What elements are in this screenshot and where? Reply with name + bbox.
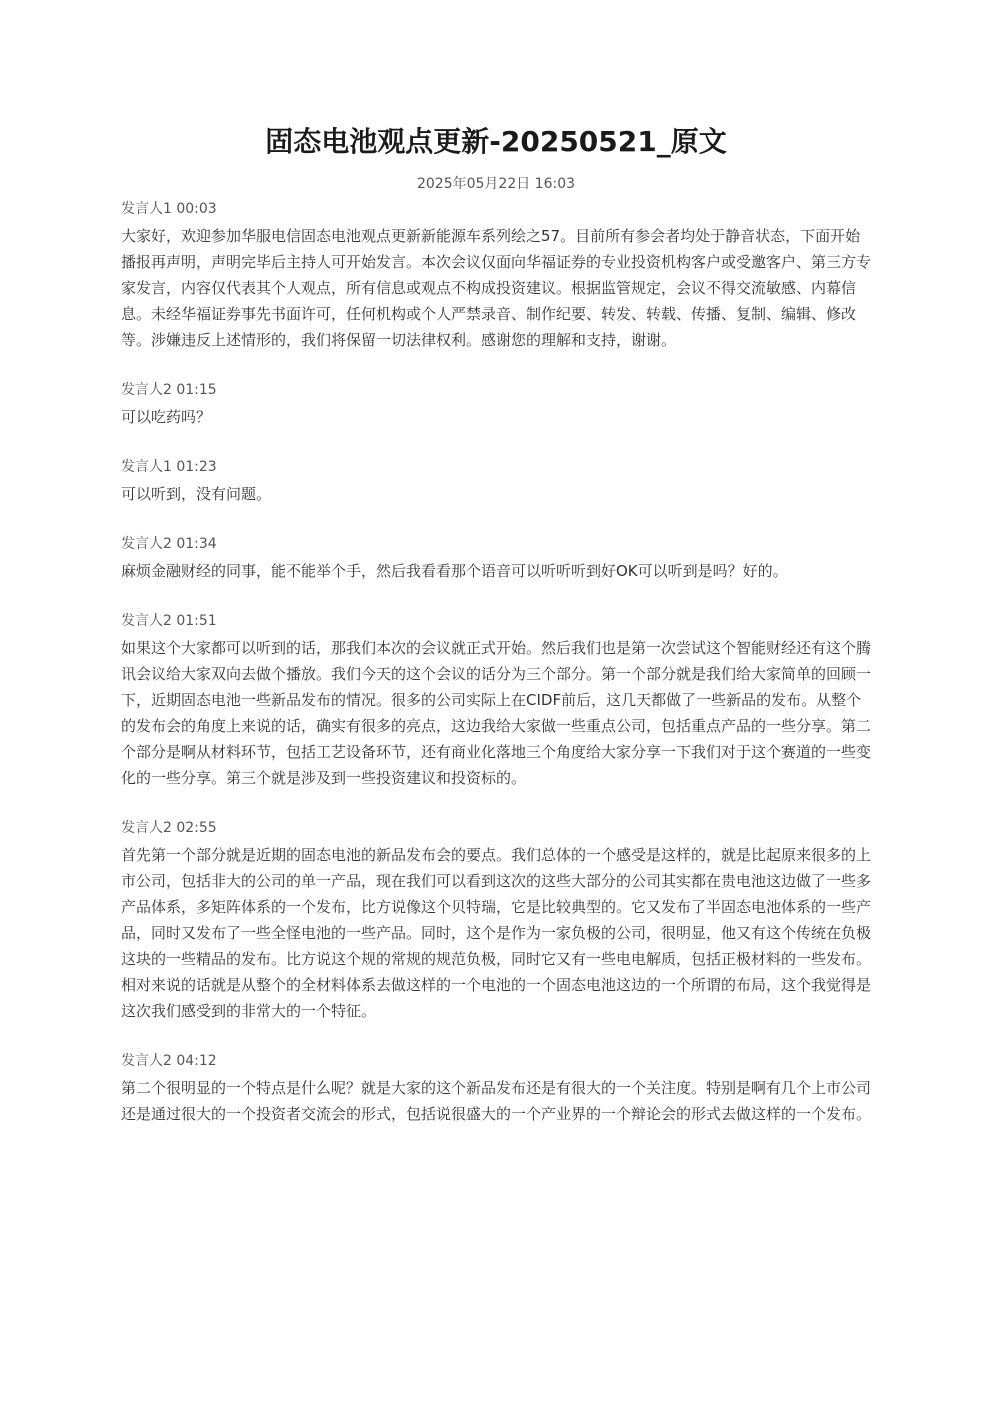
document-title: 固态电池观点更新-20250521_原文 — [265, 125, 727, 158]
speaker-timestamp: 发言人2 04:12 — [121, 1053, 217, 1069]
speaker-timestamp: 发言人2 01:34 — [121, 536, 217, 552]
speech-text: 可以听到，没有问题。 — [121, 485, 272, 503]
transcript-entry — [121, 534, 871, 584]
transcript-entry — [121, 611, 871, 791]
transcript-entry — [121, 818, 871, 1024]
transcript-entry — [121, 457, 871, 507]
speech-text: 麻烦金融财经的同事，能不能举个手，然后我看看那个语音可以听听听到好OK可以听到是吗？好的。 — [121, 562, 788, 580]
speaker-timestamp: 发言人2 02:55 — [121, 820, 217, 836]
transcript — [121, 199, 871, 1154]
speech-text: 如果这个大家都可以听到的话，那我们本次的会议就正式开始。然后我们也是第一次尝试这个智能财经还有这个腾讯会议给大家双向去做个播放。我们今天的这个会议的话分为三个部分。第一个部分就是我们给大家简单的回顾一下，近期固态电池一些新品发布的情况。很多的公司实际上在CIDF前后，这几天都做了一些新品的发布。从整个的发布会的角度上来说的话，确实有很多的亮点，这边我给大家做一些重点公司，包括重点产品的一些分享。第二个部分是啊从材料环节，包括工艺设备环节，还有商业化落地三个角度给大家分享一下我们对于这个赛道的一些变化的一些分享。第三个就是涉及到一些投资建议和投资标的。 — [121, 639, 872, 787]
transcript-entry — [121, 1051, 871, 1127]
speech-text: 大家好，欢迎参加华服电信固态电池观点更新新能源车系列绘之57。目前所有参会者均处于静音状态，下面开始播报再声明，声明完毕后主持人可开始发言。本次会议仅面向华福证券的专业投资机构客户或受邀客户、第三方专家发言，内容仅代表其个人观点，所有信息或观点不构成投资建议。根据监管规定，会议不得交流敏感、内幕信息。未经华福证券事先书面许可，任何机构或个人严禁录音、制作纪要、转发、转载、传播、复制、编辑、修改等。涉嫌违反上述情形的，我们将保留一切法律权利。感谢您的理解和支持，谢谢。 — [121, 227, 872, 349]
document-date: 2025年05月22日 16:03 — [416, 176, 576, 192]
speaker-timestamp: 发言人2 01:15 — [121, 382, 217, 398]
speaker-timestamp: 发言人1 01:23 — [121, 459, 217, 475]
speaker-timestamp: 发言人2 01:51 — [121, 613, 217, 629]
speech-text: 第二个很明显的一个特点是什么呢？就是大家的这个新品发布还是有很大的一个关注度。特别是啊有几个上市公司还是通过很大的一个投资者交流会的形式，包括说很盛大的一个产业界的一个辩论会的形式去做这样的一个发布。 — [121, 1079, 872, 1123]
speaker-timestamp: 发言人1 00:03 — [121, 201, 217, 217]
transcript-entry — [121, 380, 871, 430]
speech-text: 可以吃药吗？ — [121, 408, 212, 426]
transcript-entry — [121, 199, 871, 353]
speech-text: 首先第一个部分就是近期的固态电池的新品发布会的要点。我们总体的一个感受是这样的，就是比起原来很多的上市公司，包括非大的公司的单一产品，现在我们可以看到这次的这些大部分的公司其实都在贵电池这边做了一些多产品体系，多矩阵体系的一个发布，比方说像这个贝特瑞，它是比较典型的。它又发布了半固态电池体系的一些产品，同时又发布了一些全怪电池的一些产品。同时，这个是作为一家负极的公司，很明显，他又有这个传统在负极这块的一些精品的发布。比方说这个规的常规的规范负极，同时它又有一些电电解质，包括正极材料的一些发布。相对来说的话就是从整个的全材料体系去做这样的一个电池的一个固态电池这边的一个所谓的布局，这个我觉得是这次我们感受到的非常大的一个特征。 — [121, 846, 872, 1020]
